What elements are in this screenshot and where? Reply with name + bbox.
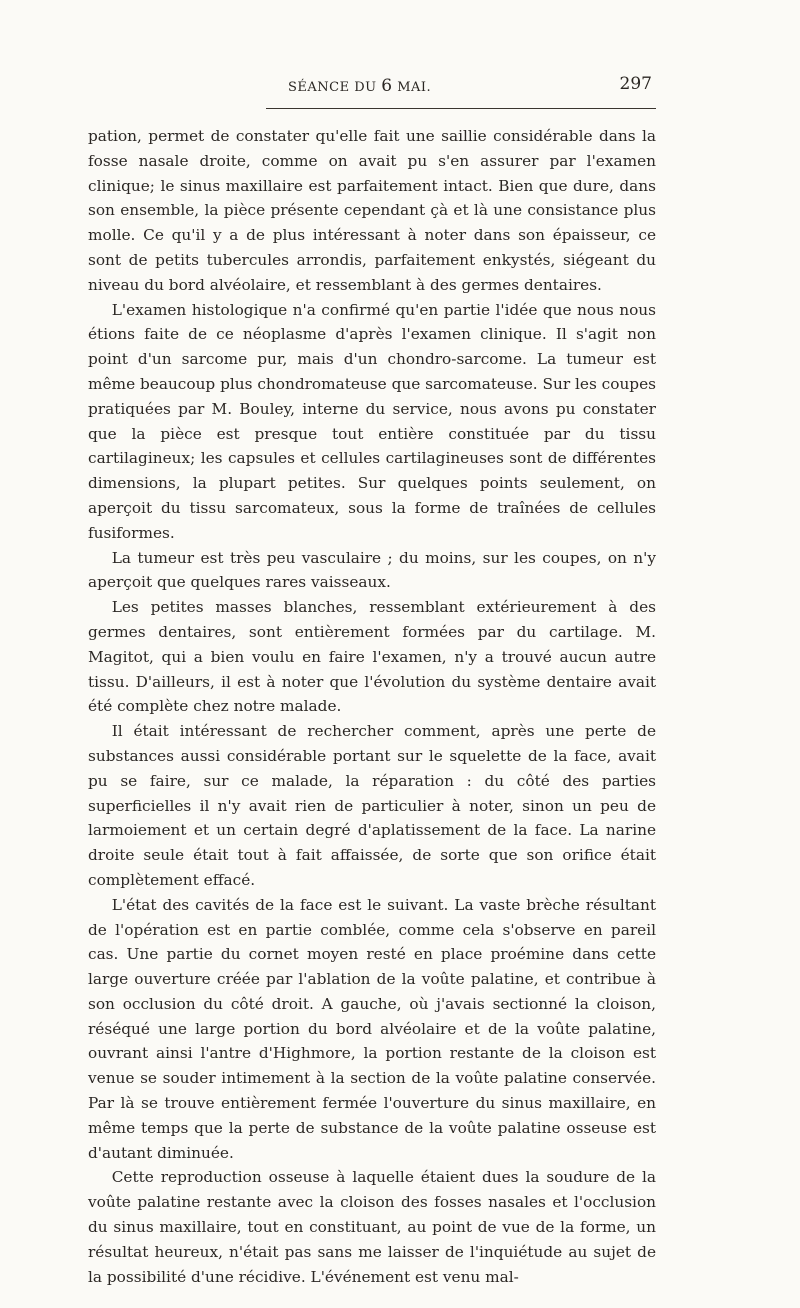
paragraph-repair: Il était intéressant de rechercher comment, après une perte de substances aussi considérable portant sur le squelette de la face, avait pu se faire, sur ce malade, la réparation : du côté des parties superficielles il n'y avait rien de particulier à noter, sinon un peu de larmoiement et un certain degré d'aplatissement de la face. La narine droite seule était tout à fait affaissée, de sorte que son orifice était complètement effacé. [88,722,656,889]
body-text [88,124,656,1289]
running-title-day: 6 [381,76,393,96]
paragraph-reproduction: Cette reproduction osseuse à laquelle étaient dues la soudure de la voûte palatine restante avec la cloison des fosses nasales et l'occlusion du sinus maxillaire, tout en constituant, au point de vue de la forme, un résultat heureux, n'était pas sans me laisser de l'inquiétude au sujet de la possibilité d'une récidive. L'événement est venu mal- [88,1168,656,1286]
paragraph-cavities: L'état des cavités de la face est le suivant. La vaste brèche résultant de l'opération est en partie comblée, comme cela s'observe en pareil cas. Une partie du cornet moyen resté en place proémine dans cette large ouverture créée par l'ablation de la voûte palatine, et contribue à son occlusion du côté droit. A gauche, où j'avais sectionné la cloison, réséqué une large portion du bord alvéolaire et de la voûte palatine, ouvrant ainsi l'antre d'Highmore, la portion restante de la cloison est venue se souder intimement à la section de la voûte palatine conservée. Par là se trouve entièrement fermée l'ouverture du sinus maxillaire, en même temps que la perte de substance de la voûte palatine osseuse est d'autant diminuée. [88,895,656,1162]
paragraph-continuation: pation, permet de constater qu'elle fait une saillie considérable dans la fosse nasale droite, comme on avait pu s'en assurer par l'examen clinique; le sinus maxillaire est parfaitement intact. Bien que dure, dans son ensemble, la pièce présente cependant çà et là une consistance plus molle. Ce qu'il y a de plus intéressant à noter dans son épaisseur, ce sont de petits tubercules arrondis, parfaitement enkystés, siégeant du niveau du bord alvéolaire, et ressemblant à des germes dentaires. [88,127,656,294]
paragraph-white-masses: Les petites masses blanches, ressemblant extérieurement à des germes dentaires, sont entièrement formées par du cartilage. M. Magitot, qui a bien voulu en faire l'examen, n'y a trouvé aucun autre tissu. D'ailleurs, il est à noter que l'évolution du système dentaire avait été complète chez notre malade. [88,598,656,716]
running-title-month: MAI. [397,80,432,95]
header-rule [266,108,656,109]
page-number: 297 [619,74,652,94]
running-title-label: SÉANCE DU [288,80,377,95]
running-title [288,76,431,96]
paragraph-histology: L'examen histologique n'a confirmé qu'en partie l'idée que nous nous étions faite de ce néoplasme d'après l'examen clinique. Il s'agit non point d'un sarcome pur, mais d'un chondro-sarcome. La tumeur est même beaucoup plus chondromateuse que sarcomateuse. Sur les coupes pratiquées par M. Bouley, interne du service, nous avons pu constater que la pièce est presque tout entière constituée par du tissu cartilagineux; les capsules et cellules cartilagineuses sont de différentes dimensions, la plupart petites. Sur quelques points seulement, on aperçoit du tissu sarcomateux, sous la forme de traînées de cellules fusiformes. [88,300,656,542]
running-head [268,76,654,102]
paragraph-vascularity: La tumeur est très peu vasculaire ; du moins, sur les coupes, on n'y aperçoit que quelques rares vaisseaux. [88,548,656,592]
